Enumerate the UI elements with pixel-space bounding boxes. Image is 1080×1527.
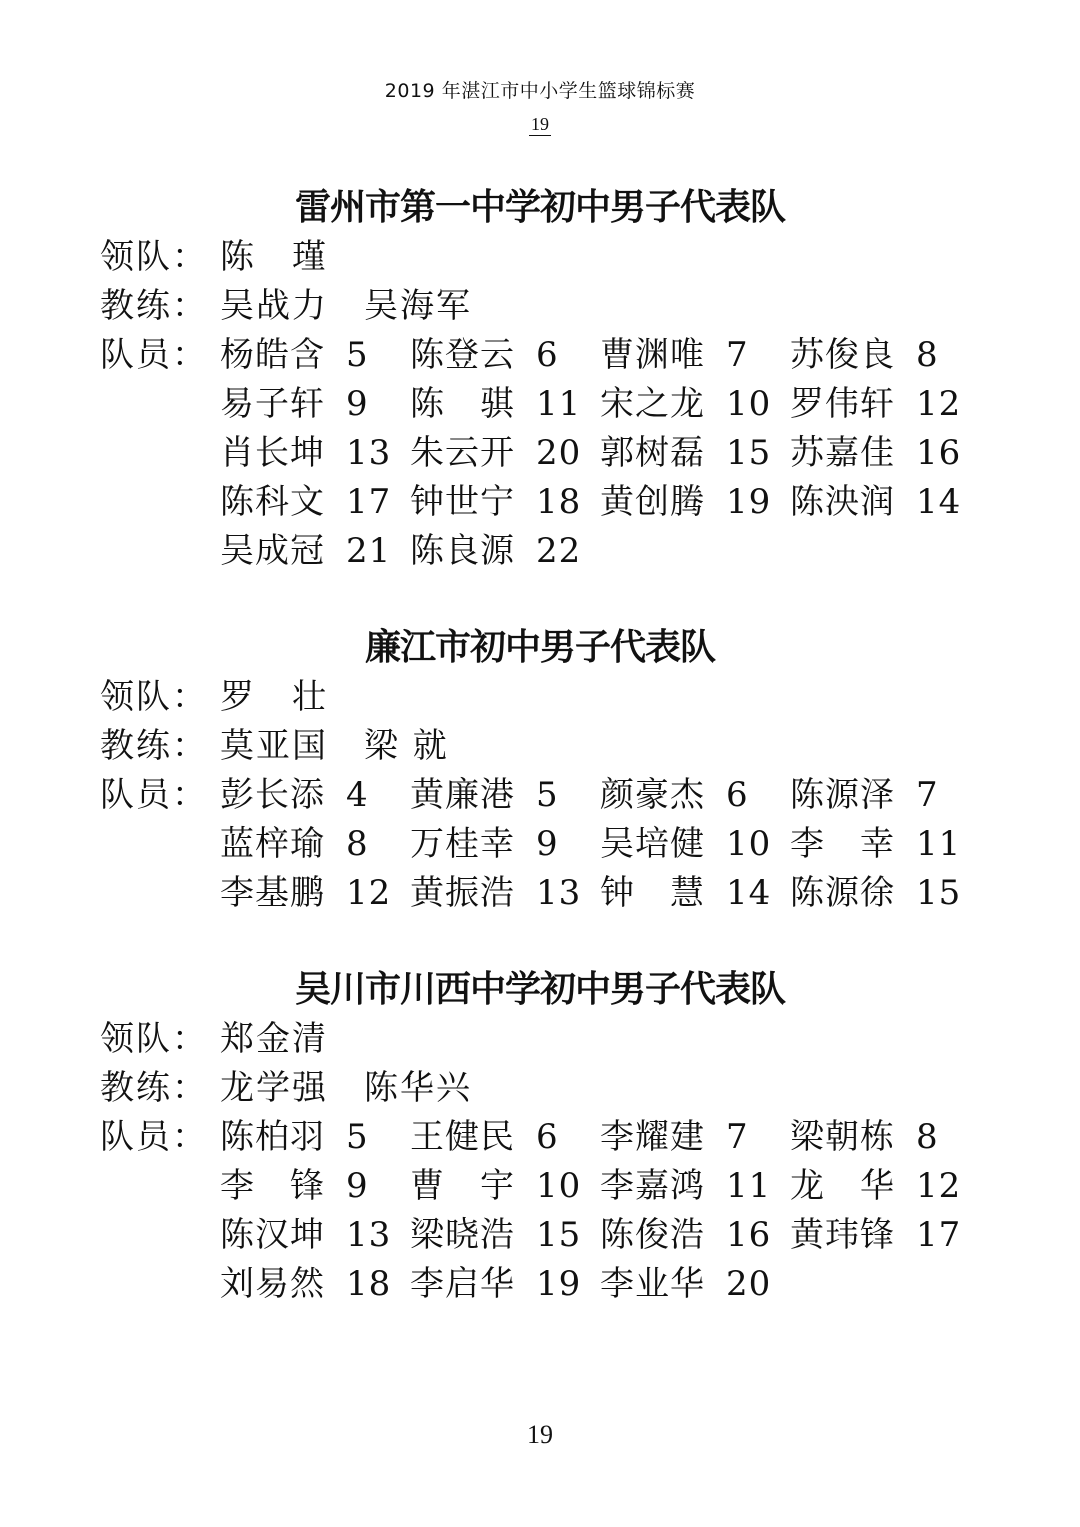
player-name: 黄创腾 — [600, 482, 705, 522]
player-number: 5 — [536, 775, 559, 815]
page-number: 19 — [527, 1420, 553, 1449]
player-number: 6 — [726, 775, 749, 815]
player-name: 李启华 — [410, 1264, 515, 1304]
player-name: 万桂幸 — [410, 824, 515, 864]
player-number: 10 — [726, 824, 772, 864]
player-number: 10 — [536, 1166, 582, 1206]
player-number: 7 — [916, 775, 939, 815]
player-number: 22 — [536, 531, 582, 571]
player-name: 李 幸 — [790, 824, 895, 864]
player-name: 黄廉港 — [410, 775, 515, 815]
player-number: 15 — [536, 1215, 582, 1255]
player-number: 4 — [346, 775, 369, 815]
player-name: 吴培健 — [600, 824, 705, 864]
player-number: 12 — [346, 873, 392, 913]
player-name: 陈良源 — [410, 531, 515, 571]
player-number: 21 — [346, 531, 392, 571]
player-name: 苏俊良 — [790, 335, 895, 375]
player-name: 苏嘉佳 — [790, 433, 895, 473]
leader-label: 领队： — [100, 1019, 208, 1059]
player-name: 李业华 — [600, 1264, 705, 1304]
player-number: 18 — [346, 1264, 392, 1304]
player-name: 龙 华 — [790, 1166, 895, 1206]
leader-name: 罗 壮 — [220, 677, 328, 717]
player-name: 陈 骐 — [410, 384, 515, 424]
player-name: 李基鹏 — [220, 873, 325, 913]
player-name: 吴成冠 — [220, 531, 325, 571]
player-number: 13 — [346, 433, 392, 473]
player-name: 钟 慧 — [600, 873, 705, 913]
player-name: 陈柏羽 — [220, 1117, 325, 1157]
coach-names: 吴战力 吴海军 — [220, 286, 472, 326]
player-name: 陈汉坤 — [220, 1215, 325, 1255]
players-label: 队员： — [100, 335, 208, 375]
player-number: 6 — [536, 1117, 559, 1157]
player-name: 黄振浩 — [410, 873, 515, 913]
player-number: 17 — [916, 1215, 962, 1255]
player-name: 朱云开 — [410, 433, 515, 473]
player-number: 7 — [726, 1117, 749, 1157]
player-number: 13 — [346, 1215, 392, 1255]
player-number: 11 — [916, 824, 962, 864]
player-number: 11 — [536, 384, 582, 424]
player-number: 14 — [726, 873, 772, 913]
running-header: 2019 年湛江市中小学生篮球锦标赛 — [384, 80, 696, 102]
player-number: 16 — [726, 1215, 772, 1255]
player-name: 宋之龙 — [600, 384, 705, 424]
player-number: 14 — [916, 482, 962, 522]
player-name: 罗伟轩 — [790, 384, 895, 424]
player-name: 彭长添 — [220, 775, 325, 815]
player-name: 刘易然 — [220, 1264, 325, 1304]
leader-name: 郑金清 — [220, 1019, 328, 1059]
player-number: 15 — [916, 873, 962, 913]
player-number: 6 — [536, 335, 559, 375]
player-number: 19 — [726, 482, 772, 522]
player-number: 7 — [726, 335, 749, 375]
player-name: 颜豪杰 — [600, 775, 705, 815]
player-number: 5 — [346, 335, 369, 375]
player-number: 19 — [536, 1264, 582, 1304]
player-number: 8 — [916, 1117, 939, 1157]
player-number: 9 — [536, 824, 559, 864]
player-number: 12 — [916, 384, 962, 424]
player-name: 蓝梓瑜 — [220, 824, 325, 864]
player-number: 15 — [726, 433, 772, 473]
player-name: 李 锋 — [220, 1166, 325, 1206]
player-name: 梁晓浩 — [410, 1215, 515, 1255]
coach-label: 教练： — [100, 286, 208, 326]
player-name: 曹 宇 — [410, 1166, 515, 1206]
player-number: 13 — [536, 873, 582, 913]
player-name: 陈泱润 — [790, 482, 895, 522]
player-name: 陈登云 — [410, 335, 515, 375]
player-number: 20 — [536, 433, 582, 473]
player-name: 陈俊浩 — [600, 1215, 705, 1255]
player-number: 12 — [916, 1166, 962, 1206]
player-name: 陈源徐 — [790, 873, 895, 913]
leader-name: 陈 瑾 — [220, 237, 328, 277]
player-name: 肖长坤 — [220, 433, 325, 473]
player-number: 9 — [346, 1166, 369, 1206]
players-label: 队员： — [100, 775, 208, 815]
player-name: 梁朝栋 — [790, 1117, 895, 1157]
player-name: 杨皓含 — [220, 335, 325, 375]
player-number: 8 — [346, 824, 369, 864]
player-number: 11 — [726, 1166, 772, 1206]
player-name: 李耀建 — [600, 1117, 705, 1157]
player-number: 20 — [726, 1264, 772, 1304]
player-name: 李嘉鸿 — [600, 1166, 705, 1206]
player-number: 9 — [346, 384, 369, 424]
coach-label: 教练： — [100, 1068, 208, 1108]
player-name: 钟世宁 — [410, 482, 515, 522]
player-name: 陈科文 — [220, 482, 325, 522]
player-number: 8 — [916, 335, 939, 375]
player-name: 黄玮锋 — [790, 1215, 895, 1255]
player-name: 曹渊唯 — [600, 335, 705, 375]
header-page-number — [0, 114, 1080, 135]
players-label: 队员： — [100, 1117, 208, 1157]
player-name: 易子轩 — [220, 384, 325, 424]
header-page-number-text: 19 — [531, 114, 549, 134]
team-title: 廉江市初中男子代表队 — [364, 627, 715, 668]
player-number: 16 — [916, 433, 962, 473]
player-number: 17 — [346, 482, 392, 522]
player-name: 陈源泽 — [790, 775, 895, 815]
leader-label: 领队： — [100, 677, 208, 717]
player-name: 郭树磊 — [600, 433, 705, 473]
leader-label: 领队： — [100, 237, 208, 277]
player-number: 10 — [726, 384, 772, 424]
coach-label: 教练： — [100, 726, 208, 766]
coach-names: 莫亚国 梁 就 — [220, 726, 449, 766]
team-title: 吴川市川西中学初中男子代表队 — [294, 969, 785, 1010]
team-title: 雷州市第一中学初中男子代表队 — [294, 187, 785, 228]
coach-names: 龙学强 陈华兴 — [220, 1068, 472, 1108]
player-number: 5 — [346, 1117, 369, 1157]
player-number: 18 — [536, 482, 582, 522]
player-name: 王健民 — [410, 1117, 515, 1157]
